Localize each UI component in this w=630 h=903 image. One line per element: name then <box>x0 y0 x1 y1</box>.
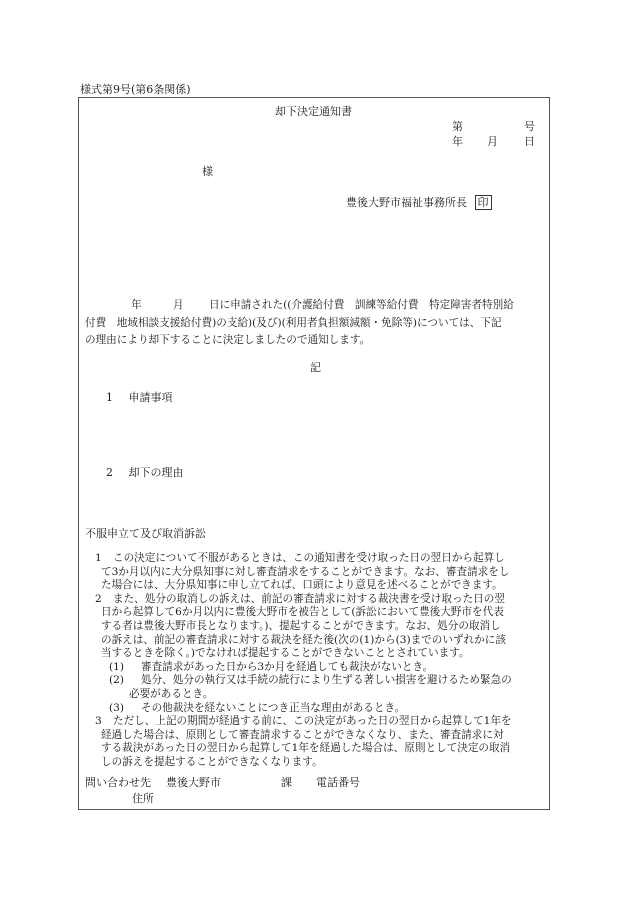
objection-heading: 不服申立て及び取消訴訟 <box>85 527 206 540</box>
sub-item-3 <box>85 702 550 716</box>
date-day: 日 <box>524 135 535 148</box>
document-title: 却下決定通知書 <box>275 105 352 118</box>
contact-label: 問い合わせ先 <box>85 776 151 789</box>
paragraph-rest: 日に申請された((介護給付費 訓練等給付費 特定障害者特別給 <box>208 299 514 311</box>
item-1-label: 申請事項 <box>128 391 173 404</box>
contact-phone-label: 電話番号 <box>316 776 360 789</box>
objection-p2 <box>85 593 550 661</box>
sub-2-num: (2) <box>109 674 125 687</box>
recipient-suffix: 様 <box>202 165 213 178</box>
objection-p1 <box>85 552 550 593</box>
p3-line3: する裁決があった日の翌日から起算して1年を経過した場合は、原則として決定の取消 <box>101 742 511 755</box>
contact-ka: 課 <box>281 776 292 789</box>
date-year: 年 <box>452 135 463 148</box>
number-go: 号 <box>524 120 535 133</box>
ki-heading: 記 <box>310 361 321 374</box>
issuer <box>346 195 492 210</box>
sub-1-num: (1) <box>109 660 125 673</box>
sub-2-line2: 必要があるとき。 <box>129 687 214 700</box>
number-dai: 第 <box>452 120 463 133</box>
paragraph-month: 月 <box>172 299 184 311</box>
seal-mark: 印 <box>475 195 492 210</box>
p1-line3: た場合には、大分県知事に申し立てれば、口頭により意見を述べることができます。 <box>101 579 503 592</box>
form-label: 様式第9号(第6条関係) <box>80 83 191 96</box>
p1-line2: て3か月以内に大分県知事に対し審査請求をすることができます。なお、審査請求をし <box>101 565 510 578</box>
sub-1-line1: 審査請求があった日から3か月を経過しても裁決がないとき。 <box>141 660 434 673</box>
sub-item-1 <box>85 661 550 675</box>
issuer-name: 豊後大野市福祉事務所長 <box>346 196 467 209</box>
item-1-num: 1 <box>106 391 113 404</box>
main-paragraph-line1 <box>85 300 514 311</box>
p3-line2: 経過した場合は、原則として審査請求することができなくなり、また、審査請求に対 <box>101 728 504 741</box>
p2-num: 2 <box>95 592 102 605</box>
p2-line2: 日から起算して6か月以内に豊後大野市を被告として(訴訟において豊後大野市を代表 <box>101 606 504 619</box>
sub-3-line1: その他裁決を経ないことにつき正当な理由があるとき。 <box>141 701 406 714</box>
item-2-num: 2 <box>106 466 113 479</box>
contact-address-label: 住所 <box>132 792 154 805</box>
main-paragraph-line3: の理由により却下することに決定しましたので通知します。 <box>85 334 371 346</box>
p2-line1: また、処分の取消しの訴えは、前記の審査請求に対する裁決書を受け取った日の翌 <box>113 592 505 605</box>
sub-item-2 <box>85 674 550 701</box>
p2-line5: 当するときを除く。)でなければ提起することができないこととされています。 <box>101 647 470 660</box>
item-2 <box>106 467 184 478</box>
p3-line1: ただし、上記の期間が経過する前に、この決定があった日の翌日から起算して1年を <box>113 715 512 728</box>
p1-num: 1 <box>95 552 102 564</box>
p2-line3: する者は豊後大野市長となります。)、提起することができます。なお、処分の取消し <box>101 619 501 632</box>
p3-line4: しの訴えを提起することができなくなります。 <box>101 755 323 768</box>
objection-p3 <box>85 715 550 769</box>
contact-city: 豊後大野市 <box>166 776 221 789</box>
main-paragraph-line2: 付費 地域相談支援給付費)の支給)(及び)(利用者負担額減額・免除等)については、下記 <box>85 317 502 329</box>
sub-3-num: (3) <box>109 701 125 714</box>
p2-line4: の訴えは、前記の審査請求に対する裁決を経た後(次の(1)から(3)までのいずれかに該 <box>101 633 506 646</box>
item-2-label: 却下の理由 <box>128 466 184 479</box>
p1-line1: この決定について不服があるときは、この通知書を受け取った日の翌日から起算し <box>113 552 505 564</box>
paragraph-year: 年 <box>131 299 142 311</box>
date-month: 月 <box>487 135 498 148</box>
sub-2-line1: 処分、処分の執行又は手続の続行により生ずる著しい損害を避けるため緊急の <box>141 674 512 687</box>
item-1 <box>106 392 173 403</box>
p3-num: 3 <box>95 715 102 728</box>
objection-body <box>85 552 550 770</box>
